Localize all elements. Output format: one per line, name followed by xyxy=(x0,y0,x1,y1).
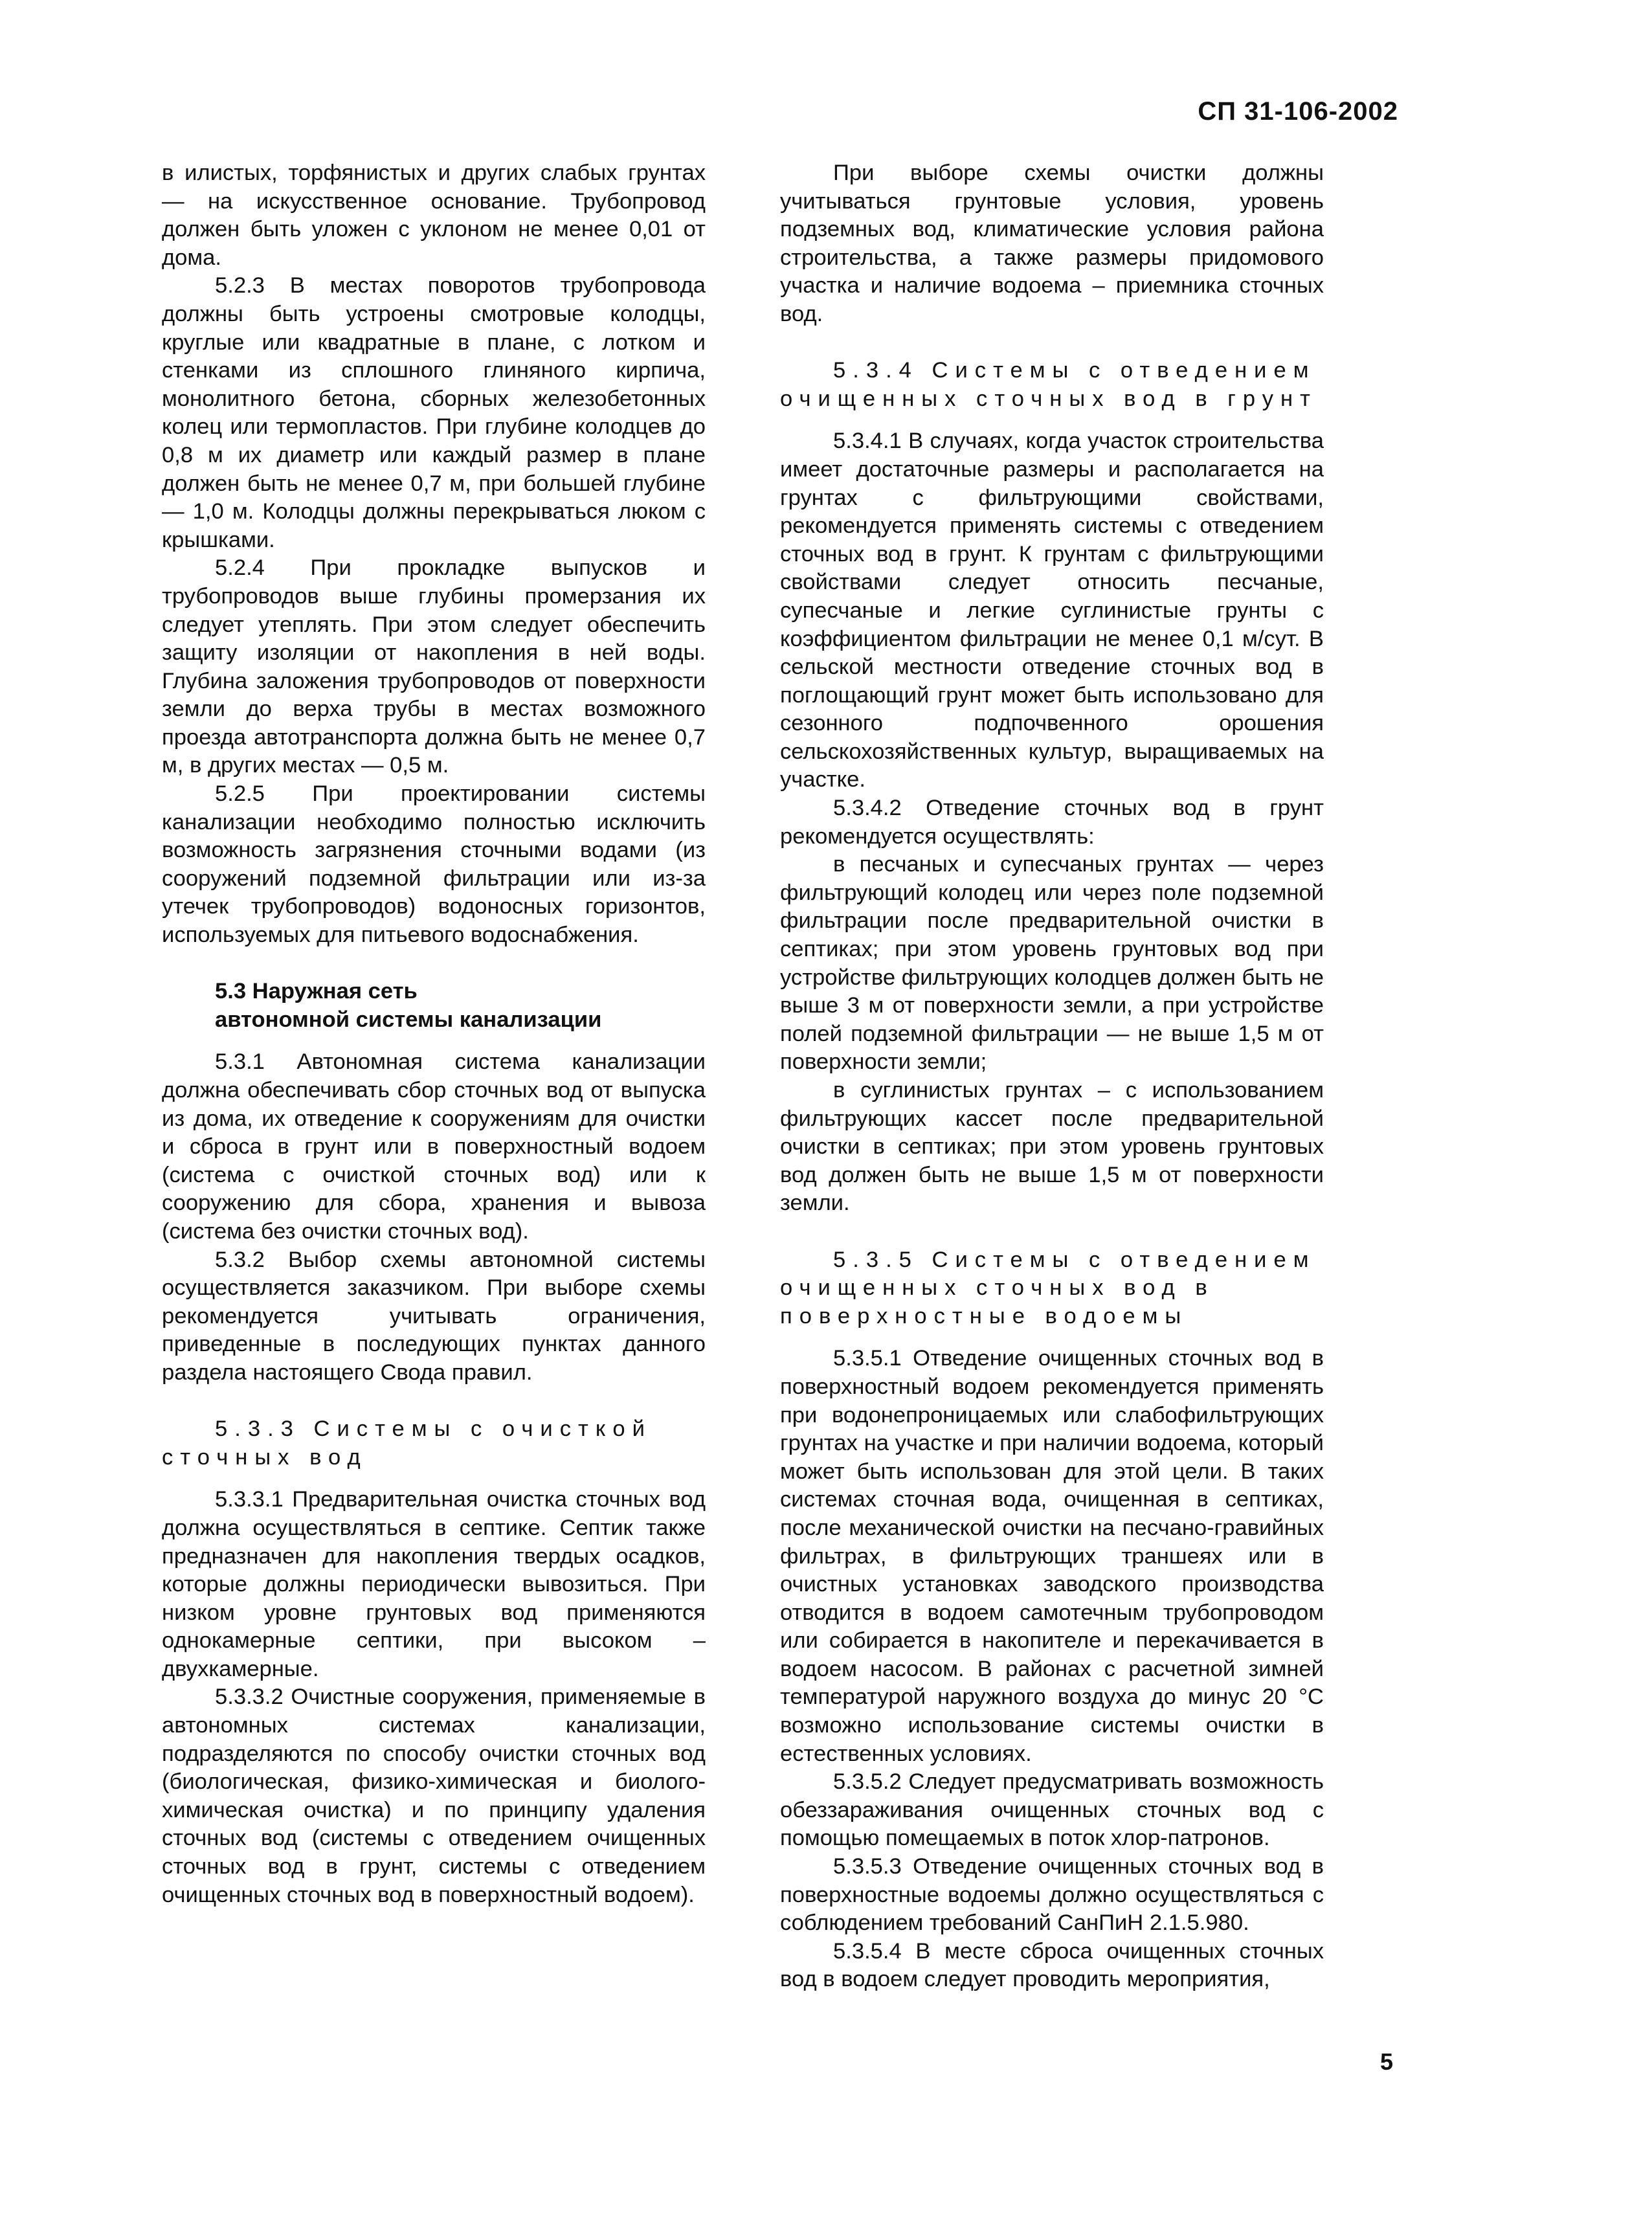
paragraph-5-3-4-2: 5.3.4.2 Отведение сточных вод в грунт рекомендуется осуществлять: xyxy=(780,796,1324,849)
paragraph-5-3-2: 5.3.2 Выбор схемы автономной системы осуществляется заказчиком. При выборе схемы рекомендуется учитывать ограничения, приведенные в последующих пунктах данного раздела настоящего Свода правил. xyxy=(162,1247,706,1385)
paragraph-5-3-5-2: 5.3.5.2 Следует предусматривать возможность обеззараживания очищенных сточных вод с помощью помещаемых в поток хлор-патронов. xyxy=(780,1769,1324,1851)
section-heading-5-3-line1: 5.3 Наружная сеть xyxy=(215,979,418,1004)
paragraph-5-2-5: 5.2.5 При проектировании системы канализации необходимо полностью исключить возможность загрязнения сточными водами (из сооружений подземной фильтрации или из-за утечек трубопроводов) водоносных горизонтов, используемых для питьевого водоснабжения. xyxy=(162,781,706,948)
paragraph-sandy-soils: в песчаных и супесчаных грунтах — через фильтрующий колодец или через поле подземной фильтрации после предварительной очистки в септиках; при этом уровень грунтовых вод при устройстве фильтрующих колодцев должен быть не выше 3 м от поверхности земли, а при устройстве полей подземной фильтрации — не выше 1,5 м от поверхности земли; xyxy=(780,852,1324,1075)
paragraph-5-2-3: 5.2.3 В местах поворотов трубопровода должны быть устроены смотровые колодцы, круглые или квадратные в плане, с лотком и стенками из сплошного глиняного кирпича, монолитного бетона, сборных железобетонных колец или термопластов. При глубине колодцев до 0,8 м их диаметр или каждый размер в плане должен быть не менее 0,7 м, при большей глубине — 1,0 м. Колодцы должны перекрываться люком с крышками. xyxy=(162,273,706,552)
paragraph-5-3-3-2: 5.3.3.2 Очистные сооружения, применяемые в автономных системах канализации, подразделяются по способу очистки сточных вод (биологическая, физико-химическая и биолого-химическая очистка) и по принципу удаления сточных вод (системы с отведением очищенных сточных вод в грунт, системы с отведением очищенных сточных вод в поверхностный водоем). xyxy=(162,1685,706,1907)
page-number: 5 xyxy=(1380,2048,1394,2075)
section-heading-5-3 xyxy=(162,978,706,1034)
paragraph-5-2-4: 5.2.4 При прокладке выпусков и трубопроводов выше глубины промерзания их следует утеплять. При этом следует обеспечить защиту изоляции от накопления в ней воды. Глубина заложения трубопроводов от поверхности земли до верха трубы в местах возможного проезда автотранспорта должна быть не менее 0,7 м, в других местах — 0,5 м. xyxy=(162,555,706,778)
left-column xyxy=(162,159,706,1909)
paragraph-scheme-intro: При выборе схемы очистки должны учитываться грунтовые условия, уровень подземных вод, климатические условия района строительства, а также размеры придомового участка и наличие водоема – приемника сточных вод. xyxy=(780,161,1324,326)
paragraph-5-3-5-3: 5.3.5.3 Отведение очищенных сточных вод в поверхностные водоемы должно осуществляться с соблюдением требований СанПиН 2.1.5.980. xyxy=(780,1854,1324,1936)
subsection-heading-5-3-5: 5.3.5 Системы с отведением очищенных сточных вод в поверхностные водоемы xyxy=(780,1247,1316,1328)
paragraph-5-3-5-1: 5.3.5.1 Отведение очищенных сточных вод в поверхностный водоем рекомендуется применять при водонепроницаемых или слабофильтрующих грунтах на участке и при наличии водоема, который может быть использован для этой цели. В таких системах сточная вода, очищенная в септиках, после механической очистки на песчано-гравийных фильтрах, в фильтрующих траншеях или в очистных установках заводского производства отводится в водоем самотечным трубопроводом или собирается в накопителе и перекачивается в водоем насосом. В районах с расчетной зимней температурой наружного воздуха до минус 20 °С возможно использование системы очистки в естественных условиях. xyxy=(780,1346,1324,1766)
paragraph-5-3-4-1: 5.3.4.1 В случаях, когда участок строительства имеет достаточные размеры и располагается на грунтах с фильтрующими свойствами, рекомендуется применять системы с отведением сточных вод в грунт. К грунтам с фильтрующими свойствами следует относить песчаные, супесчаные и легкие суглинистые грунты с коэффициентом фильтрации не менее 0,1 м/сут. В сельской местности отведение сточных вод в поглощающий грунт может быть использовано для сезонного подпочвенного орошения сельскохозяйственных культур, выращиваемых на участке. xyxy=(780,429,1324,792)
paragraph-5-3-1: 5.3.1 Автономная система канализации должна обеспечивать сбор сточных вод от выпуска из дома, их отведение к сооружениям для очистки и сброса в грунт или в поверхностный водоем (система с очисткой сточных вод) или к сооружению для сбора, хранения и вывоза (система без очистки сточных вод). xyxy=(162,1049,706,1244)
paragraph-continuation: в илистых, торфянистых и других слабых грунтах — на искусственное основание. Трубопровод должен быть уложен с уклоном не менее 0,01 от дома. xyxy=(162,161,706,270)
right-column xyxy=(780,159,1324,1994)
document-code-header: СП 31-106-2002 xyxy=(1198,97,1398,126)
paragraph-5-3-5-4: 5.3.5.4 В месте сброса очищенных сточных вод в водоем следует проводить мероприятия, xyxy=(780,1938,1324,1992)
subsection-heading-5-3-4: 5.3.4 Системы с отведением очищенных сточных вод в грунт xyxy=(780,358,1317,411)
subsection-heading-5-3-3: 5.3.3 Системы с очисткой сточных вод xyxy=(162,1417,652,1470)
section-heading-5-3-line2: автономной системы канализации xyxy=(215,1007,602,1032)
paragraph-loamy-soils: в суглинистых грунтах – с использованием фильтрующих кассет после предварительной очистки в септиках; при этом уровень грунтовых вод должен быть не выше 1,5 м от поверхности земли. xyxy=(780,1078,1324,1216)
paragraph-5-3-3-1: 5.3.3.1 Предварительная очистка сточных вод должна осуществляться в септике. Септик также предназначен для накопления твердых осадков, которые должны периодически вывозиться. При низком уровне грунтовых вод применяются однокамерные септики, при высоком – двухкамерные. xyxy=(162,1487,706,1681)
